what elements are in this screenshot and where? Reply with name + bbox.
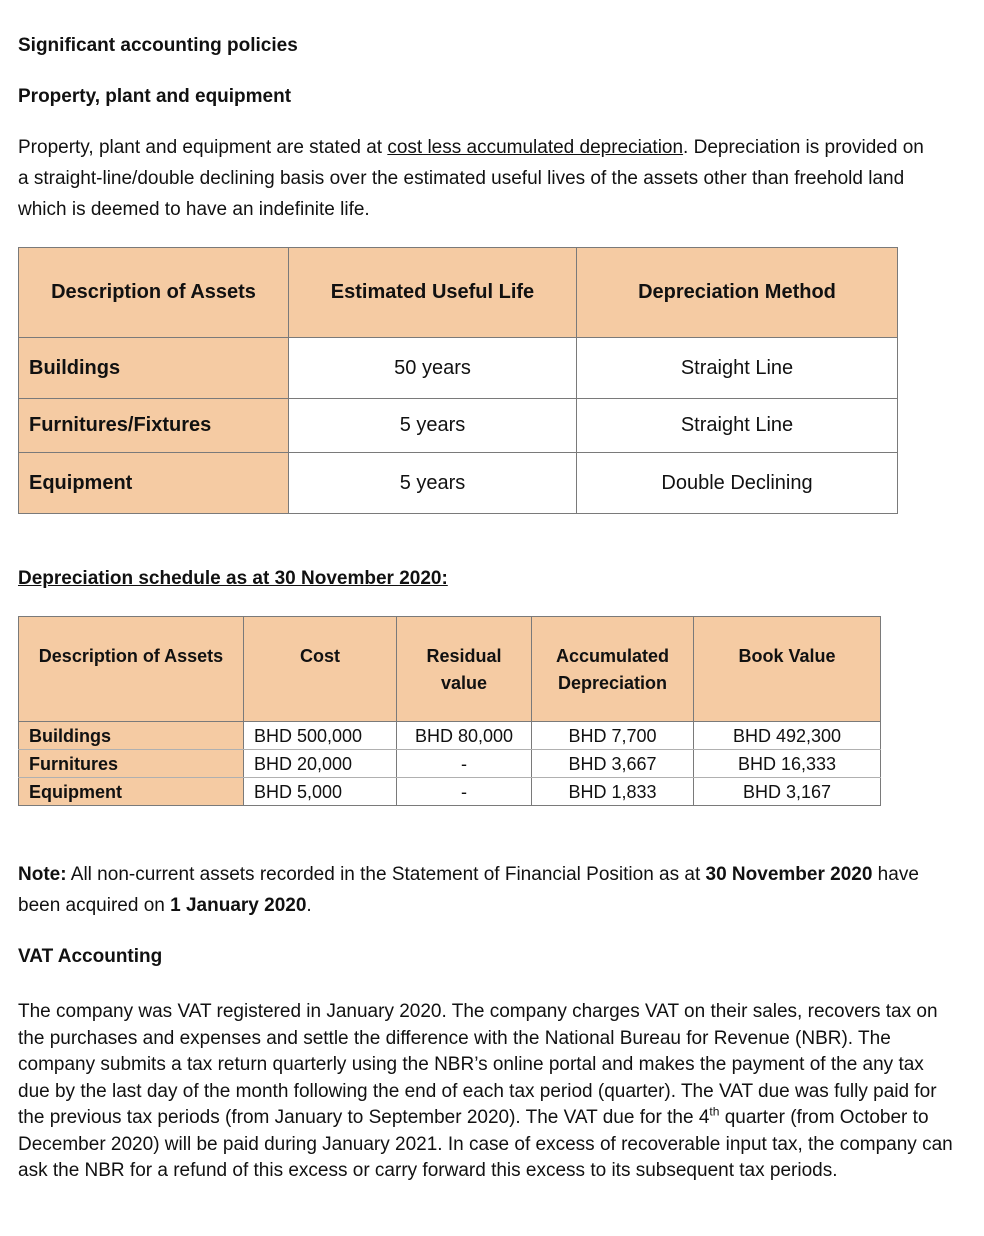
table-row [19,399,898,453]
schedule-title: Depreciation schedule as at 30 November 2020: [18,568,448,589]
accumulated-cell: BHD 7,700 [532,722,694,750]
method-cell: Straight Line [577,399,898,453]
ppe-paragraph [18,132,938,225]
table-header-row [19,248,898,338]
heading-vat-accounting: VAT Accounting [18,946,163,967]
asset-cell: Buildings [19,338,289,399]
vat-text: quarter (from October to December 2020) will be paid during January 2021. In case of excess of recoverable input tax, the company can ask the NBR for a refund of this excess or carry forward this excess to its subsequent tax periods. [18,1107,953,1181]
note-text: have been acquired on [18,864,919,916]
note-label: Note: [18,864,67,885]
life-cell: 5 years [289,399,577,453]
asset-cell: Furnitures [19,750,244,778]
note-date-acquired: 1 January 2020 [170,895,307,916]
ppe-text-underlined: cost less accumulated depreciation [387,137,684,158]
ppe-text-after: . Depreciation is provided on a straight-line/double declining basis over the estimated useful lives of the assets other than freehold land which is deemed to have an indefinite life. [18,137,924,220]
vat-text: The company was VAT registered in January 2020. The company charges VAT on their sales, recovers tax on the purchases and expenses and settle the difference with the National Bureau for Revenue (NBR). The company submits a tax return quarterly using the NBR’s online portal and makes the payment of the any tax due by the last day of the month following the end of each tax period (quarter). The VAT due was fully paid for the previous tax periods (from January to September 2020). The VAT due for the 4 [18,1001,938,1128]
cost-cell: BHD 5,000 [244,778,397,806]
header-cost: Cost [244,617,397,722]
header-residual: Residual value [397,617,532,722]
residual-cell: BHD 80,000 [397,722,532,750]
life-cell: 5 years [289,453,577,514]
table-row [19,453,898,514]
header-accumulated: Accumulated Depreciation [532,617,694,722]
header-book-value: Book Value [694,617,881,722]
cost-cell: BHD 500,000 [244,722,397,750]
asset-cell: Furnitures/Fixtures [19,399,289,453]
book-value-cell: BHD 3,167 [694,778,881,806]
depreciation-schedule-table [18,616,881,806]
table-row [19,338,898,399]
asset-cell: Equipment [19,778,244,806]
header-useful-life: Estimated Useful Life [289,248,577,338]
book-value-cell: BHD 492,300 [694,722,881,750]
note-text: . [306,895,312,916]
heading-accounting-policies: Significant accounting policies [18,35,298,56]
asset-cell: Equipment [19,453,289,514]
note-text: All non-current assets recorded in the Statement of Financial Position as at [66,864,706,885]
residual-cell: - [397,778,532,806]
asset-cell: Buildings [19,722,244,750]
life-cell: 50 years [289,338,577,399]
header-method: Depreciation Method [577,248,898,338]
heading-property-plant-equipment: Property, plant and equipment [18,86,292,107]
book-value-cell: BHD 16,333 [694,750,881,778]
cost-cell: BHD 20,000 [244,750,397,778]
header-description: Description of Assets [19,617,244,722]
accumulated-cell: BHD 3,667 [532,750,694,778]
table-row [19,750,881,778]
note-paragraph [18,859,963,921]
note-date-valuation: 30 November 2020 [705,864,873,885]
useful-life-table [18,247,898,514]
residual-cell: - [397,750,532,778]
vat-paragraph [18,999,960,1185]
table-row [19,778,881,806]
method-cell: Straight Line [577,338,898,399]
table-header-row [19,617,881,722]
method-cell: Double Declining [577,453,898,514]
table-row [19,722,881,750]
vat-ordinal-suffix: th [709,1104,720,1119]
ppe-text-before: Property, plant and equipment are stated at [18,137,388,158]
accumulated-cell: BHD 1,833 [532,778,694,806]
header-description: Description of Assets [19,248,289,338]
